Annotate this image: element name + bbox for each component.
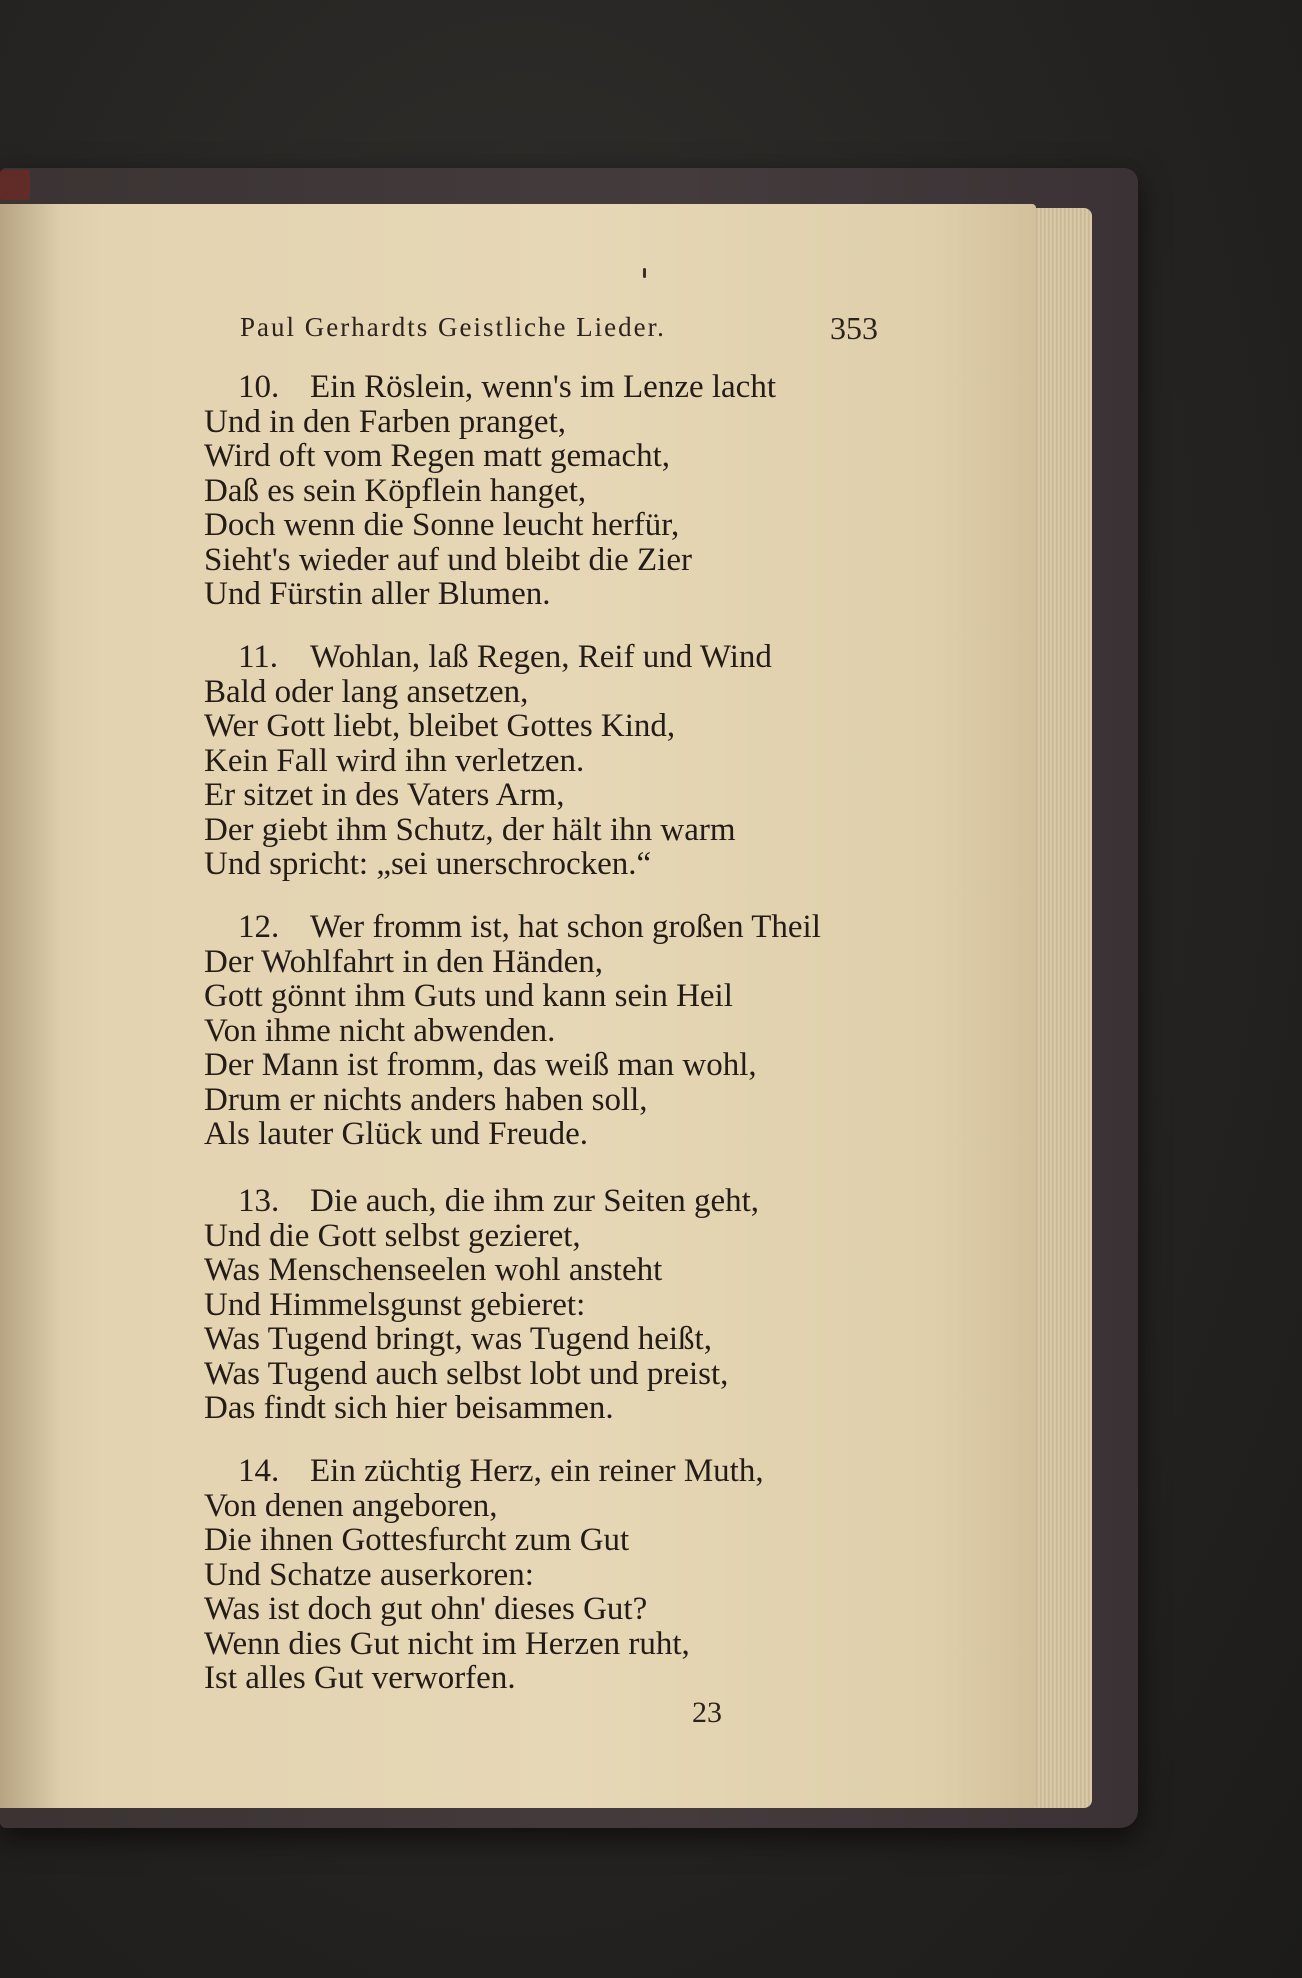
stanza-14	[204, 1454, 924, 1696]
gutter-shadow	[0, 204, 60, 1808]
running-head: Paul Gerhardts Geistliche Lieder.	[240, 312, 666, 342]
stanza-line: Doch wenn die Sonne leucht herfür,	[204, 507, 680, 543]
stanza-line: 14. Ein züchtig Herz, ein reiner Muth,	[204, 1454, 924, 1489]
stanza-line: Der giebt ihm Schutz, der hält ihn warm	[204, 811, 736, 848]
stanza-line: Von ihme nicht abwenden.	[204, 1012, 556, 1049]
stanza-line: Wenn dies Gut nicht im Herzen ruht,	[204, 1625, 690, 1662]
stanza-13	[204, 1184, 924, 1426]
stanza-line: Als lauter Glück und Freude.	[204, 1116, 588, 1152]
stanza-10	[204, 370, 924, 612]
signature-mark: 23	[692, 1696, 722, 1729]
stanza-line: Und Fürstin aller Blumen.	[204, 576, 551, 612]
stanza-line: Und die Gott selbst gezieret,	[204, 1217, 581, 1254]
stanza-number: 11.	[238, 639, 279, 675]
stanza-11	[204, 640, 924, 882]
stanza-line: Gott gönnt ihm Guts und kann sein Heil	[204, 978, 733, 1014]
stanza-line: Was Tugend bringt, was Tugend heißt,	[204, 1321, 712, 1357]
stanza-line: Sieht's wieder auf und bleibt die Zier	[204, 541, 692, 578]
stanza-line: Der Mann ist fromm, das weiß man wohl,	[204, 1047, 757, 1083]
ink-mark	[643, 268, 646, 278]
stanza-line: Daß es sein Köpflein hanget,	[204, 472, 587, 509]
stanza-line: Er sitzet in des Vaters Arm,	[204, 777, 565, 813]
stanza-number: 12.	[238, 909, 280, 945]
stanza-number: 13.	[238, 1183, 280, 1219]
stanza-line: Und Schatze auserkoren:	[204, 1556, 534, 1593]
stanza-number: 14.	[238, 1453, 280, 1489]
stanza-line: Und spricht: „sei unerschrocken.“	[204, 846, 652, 882]
stanza-line: 11. Wohlan, laß Regen, Reif und Wind	[204, 640, 924, 675]
stanza-line: Wer Gott liebt, bleibet Gottes Kind,	[204, 708, 676, 744]
stanza-line: Kein Fall wird ihn verletzen.	[204, 742, 585, 779]
stanza-line: 12. Wer fromm ist, hat schon großen Theil	[204, 910, 924, 945]
stanza-12	[204, 910, 924, 1152]
stanza-line: Was Tugend auch selbst lobt und preist,	[204, 1355, 729, 1392]
stanza-line: Drum er nichts anders haben soll,	[204, 1081, 648, 1118]
stanza-line: Was Menschenseelen wohl ansteht	[204, 1252, 663, 1288]
page-number: 353	[830, 310, 878, 346]
cover-corner	[0, 170, 30, 200]
stanza-line: Von denen angeboren,	[204, 1487, 498, 1524]
stanza-line: Die ihnen Gottesfurcht zum Gut	[204, 1522, 630, 1558]
stanza-line: Und in den Farben pranget,	[204, 403, 566, 440]
stanza-line: Wird oft vom Regen matt gemacht,	[204, 438, 671, 474]
stanza-line: Was ist doch gut ohn' dieses Gut?	[204, 1591, 648, 1627]
stanza-line: 10. Ein Röslein, wenn's im Lenze lacht	[204, 370, 924, 405]
stanza-line: Der Wohlfahrt in den Händen,	[204, 943, 604, 980]
page-edges	[1030, 208, 1092, 1808]
stanza-line: Ist alles Gut verworfen.	[204, 1660, 516, 1696]
stanza-line: Das findt sich hier beisammen.	[204, 1390, 614, 1426]
stanza-number: 10.	[238, 369, 280, 405]
stanza-line: Bald oder lang ansetzen,	[204, 673, 529, 710]
stanza-line: 13. Die auch, die ihm zur Seiten geht,	[204, 1184, 924, 1219]
stanza-line: Und Himmelsgunst gebieret:	[204, 1286, 586, 1323]
